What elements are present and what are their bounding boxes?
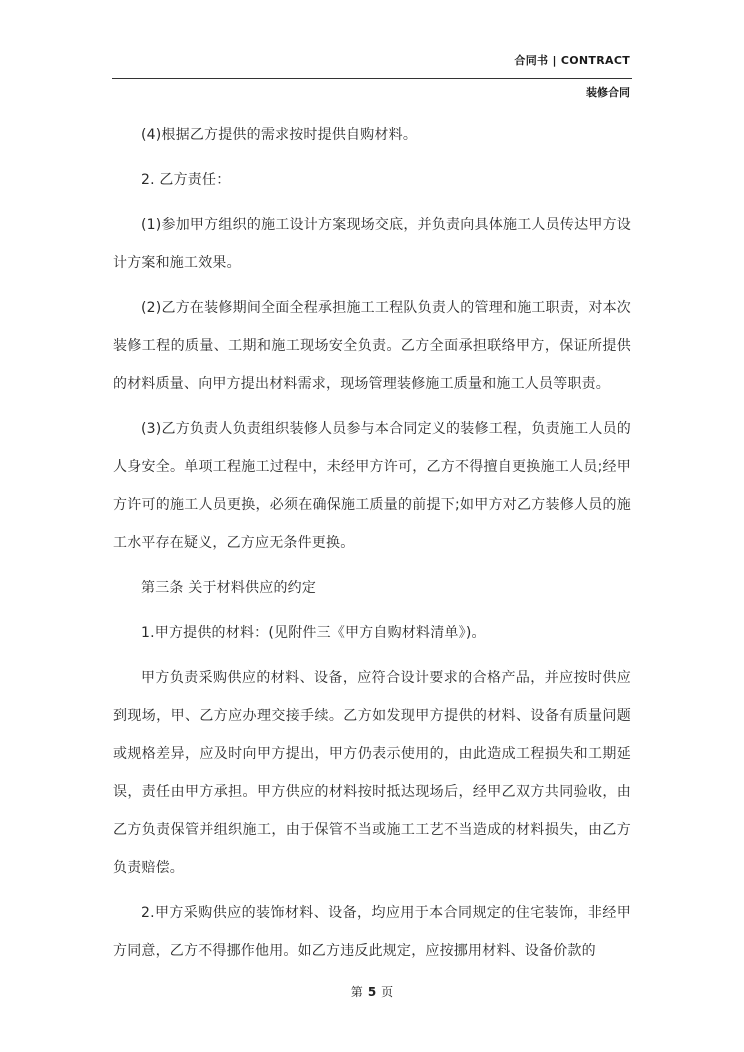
header-title: 合同书 | CONTRACT: [514, 54, 630, 67]
paragraph: 2.甲方采购供应的装饰材料、设备，均应用于本合同规定的住宅装饰，非经甲方同意，乙方不得挪作他用。如乙方违反此规定，应按挪用材料、设备价款的: [113, 905, 631, 959]
header-divider: [112, 78, 632, 79]
paragraph: (1)参加甲方组织的施工设计方案现场交底，并负责向具体施工人员传达甲方设计方案和施工效果。: [113, 217, 631, 271]
page-suffix: 页: [381, 985, 394, 999]
paragraph: (2)乙方在装修期间全面全程承担施工工程队负责人的管理和施工职责，对本次装修工程的质量、工期和施工现场安全负责。乙方全面承担联络甲方，保证所提供的材料质量、向甲方提出材料需求，现场管理装修施工质量和施工人员等职责。: [113, 300, 631, 392]
header-subtitle: 装修合同: [586, 86, 630, 99]
page-footer: [0, 983, 744, 1000]
document-body: [113, 116, 631, 977]
paragraph: 1.甲方提供的材料：(见附件三《甲方自购材料清单》)。: [141, 625, 486, 641]
article-heading: 第三条 关于材料供应的约定: [141, 580, 317, 596]
paragraph: (4)根据乙方提供的需求按时提供自购材料。: [141, 127, 418, 143]
page-number: 5: [367, 985, 377, 999]
page-prefix: 第: [350, 985, 363, 999]
paragraph: 甲方负责采购供应的材料、设备，应符合设计要求的合格产品，并应按时供应到现场，甲、乙方应办理交接手续。乙方如发现甲方提供的材料、设备有质量问题或规格差异，应及时向甲方提出，甲方仍表示使用的，由此造成工程损失和工期延误，责任由甲方承担。甲方供应的材料按时抵达现场后，经甲乙双方共同验收，由乙方负责保管并组织施工，由于保管不当或施工工艺不当造成的材料损失，由乙方负责赔偿。: [113, 670, 631, 876]
paragraph: (3)乙方负责人负责组织装修人员参与本合同定义的装修工程，负责施工人员的人身安全。单项工程施工过程中，未经甲方许可，乙方不得擅自更换施工人员;经甲方许可的施工人员更换，必须在确保施工质量的前提下;如甲方对乙方装修人员的施工水平存在疑义，乙方应无条件更换。: [113, 421, 631, 551]
section-heading: 2. 乙方责任：: [141, 172, 231, 188]
